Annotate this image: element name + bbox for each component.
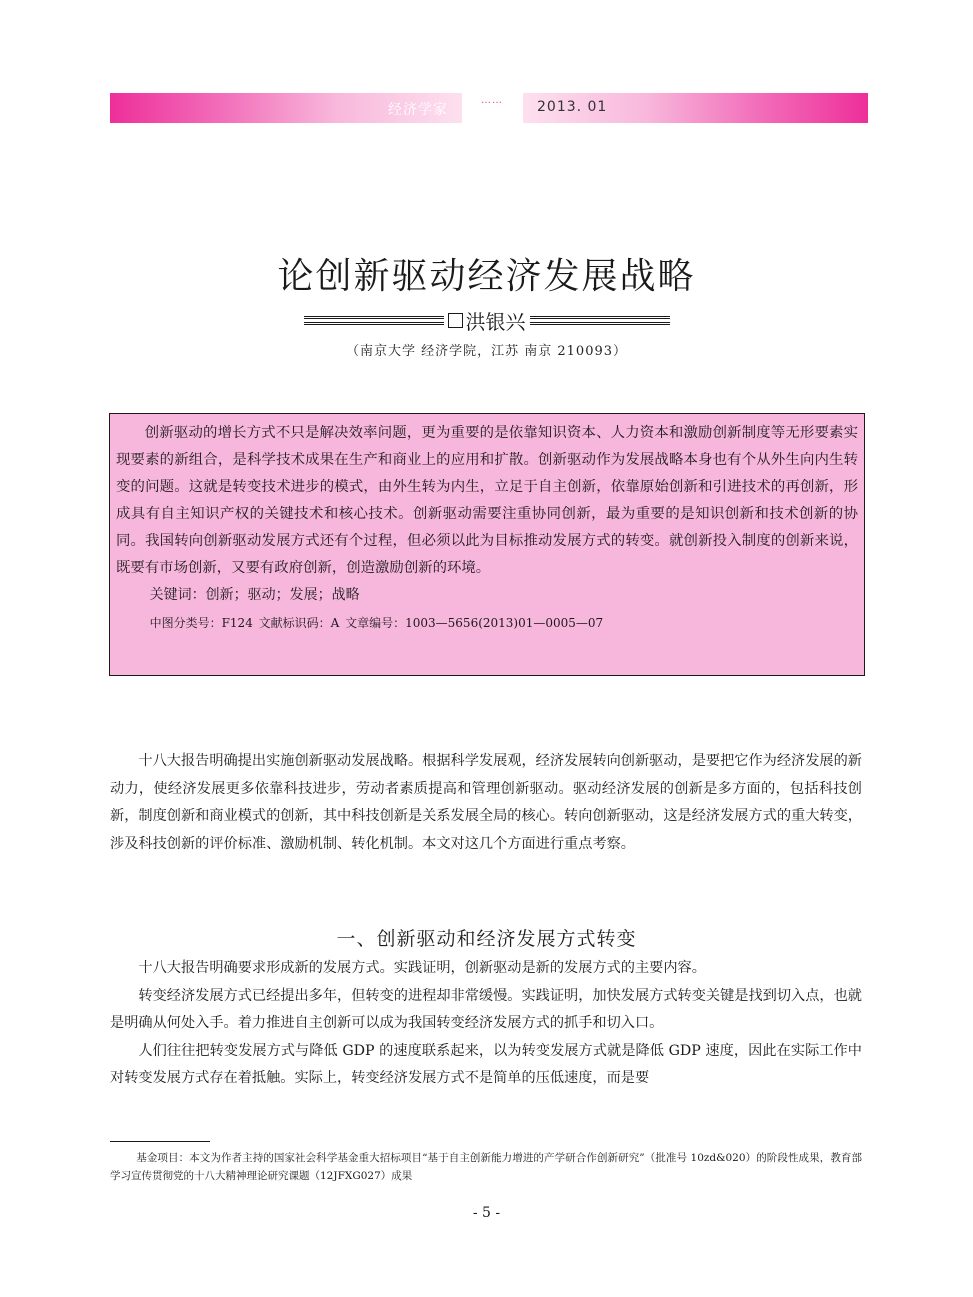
author-row bbox=[0, 307, 973, 333]
page-number: - 5 - bbox=[472, 1205, 501, 1221]
section-paragraph: 人们往往把转变发展方式与降低 GDP 的速度联系起来，以为转变发展方式就是降低 GDP 速度，因此在实际工作中对转变发展方式存在着抵触。实际上，转变经济发展方式不是简单的压低速度，而是要 bbox=[110, 1042, 862, 1086]
journal-name: 经济学家 bbox=[388, 102, 448, 118]
intro-section bbox=[110, 748, 862, 858]
decorative-rule-left bbox=[304, 316, 444, 325]
keywords: 关键词：创新；驱动；发展；战略 bbox=[149, 587, 360, 603]
section-paragraph: 十八大报告明确要求形成新的发展方式。实践证明，创新驱动是新的发展方式的主要内容。 bbox=[138, 960, 706, 976]
abstract-text: 创新驱动的增长方式不只是解决效率问题，更为重要的是依靠知识资本、人力资本和激励创新制度等无形要素实现要素的新组合，是科学技术成果在生产和商业上的应用和扩散。创新驱动作为发展战略本身也有个从外生向内生转变的问题。这就是转变技术进步的模式，由外生转为内生，立足于自主创新，依靠原始创新和引进技术的再创新，形成具有自主知识产权的关键技术和核心技术。创新驱动需要注重协同创新，最为重要的是知识创新和技术创新的协同。我国转向创新驱动发展方式还有个过程，但必须以此为目标推动发展方式的转变。就创新投入制度的创新来说，既要有市场创新，又要有政府创新，创造激励创新的环境。 bbox=[116, 425, 858, 576]
section-heading: 一、创新驱动和经济发展方式转变 bbox=[336, 928, 637, 950]
section-body bbox=[110, 955, 862, 1093]
footnote-divider bbox=[110, 1141, 210, 1142]
classification-codes: 中图分类号：F124 文献标识码：A 文章编号：1003—5656(2013)01—0005—07 bbox=[149, 616, 604, 630]
article-title: 论创新驱动经济发展战略 bbox=[277, 256, 696, 297]
header-bar-right bbox=[523, 93, 868, 123]
header-bar-left bbox=[110, 93, 462, 123]
author-affiliation: （南京大学 经济学院，江苏 南京 210093） bbox=[345, 344, 628, 359]
footnote: 基金项目：本文为作者主持的国家社会科学基金重大招标项目“基于自主创新能力增进的产学研合作创新研究”（批准号 10zd&020）的阶段性成果，教育部学习宣传贯彻党的十八大精神理论研究课题（12JFXG027）成果 bbox=[110, 1152, 862, 1182]
section-paragraph: 转变经济发展方式已经提出多年，但转变的进程却非常缓慢。实践证明，加快发展方式转变关键是找到切入点，也就是明确从何处入手。着力推进自主创新可以成为我国转变经济发展方式的抓手和切入口。 bbox=[110, 987, 862, 1031]
abstract-box bbox=[109, 413, 865, 676]
issue-date: 2013. 01 bbox=[537, 99, 608, 115]
square-icon bbox=[448, 313, 463, 328]
decorative-rule-right bbox=[530, 316, 670, 325]
author-name: 洪银兴 bbox=[465, 309, 526, 334]
author bbox=[448, 306, 526, 335]
intro-paragraph: 十八大报告明确提出实施创新驱动发展战略。根据科学发展观，经济发展转向创新驱动，是要把它作为经济发展的新动力，使经济发展更多依靠科技进步，劳动者素质提高和管理创新驱动。驱动经济发展的创新是多方面的，包括科技创新，制度创新和商业模式的创新，其中科技创新是关系发展全局的核心。转向创新驱动，这是经济发展方式的重大转变，涉及科技创新的评价标准、激励机制、转化机制。本文对这几个方面进行重点考察。 bbox=[110, 753, 862, 852]
header-separator: …… bbox=[481, 95, 503, 106]
